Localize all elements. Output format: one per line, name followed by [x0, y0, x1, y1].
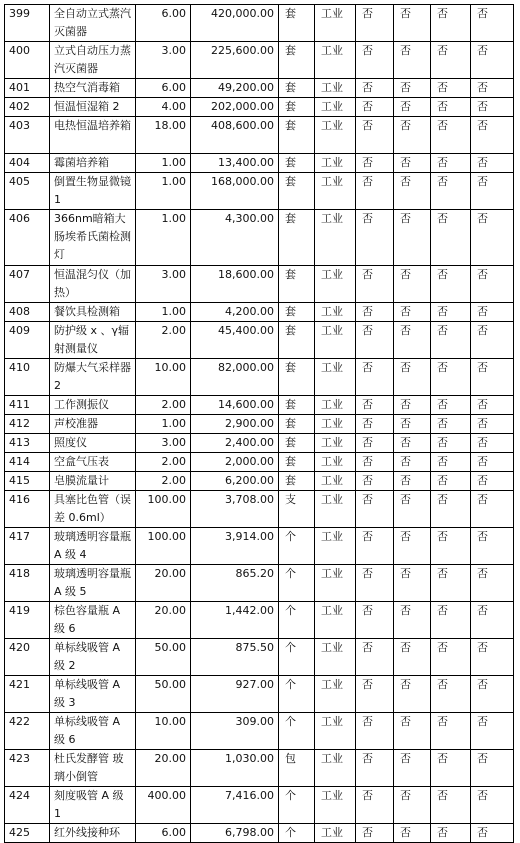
- flag-1: 否: [356, 824, 394, 843]
- item-name: 皂膜流量计: [50, 472, 136, 491]
- flag-1: 否: [356, 602, 394, 639]
- unit: 套: [279, 154, 315, 173]
- table-row: [5, 491, 514, 528]
- row-number: 411: [5, 396, 50, 415]
- flag-2: 否: [394, 322, 431, 359]
- amount: 202,000.00: [191, 98, 279, 117]
- flag-4: 否: [471, 824, 514, 843]
- flag-2: 否: [394, 98, 431, 117]
- flag-4: 否: [471, 528, 514, 565]
- flag-3: 否: [431, 453, 471, 472]
- unit: 套: [279, 415, 315, 434]
- flag-3: 否: [431, 396, 471, 415]
- flag-2: 否: [394, 434, 431, 453]
- flag-3: 否: [431, 639, 471, 676]
- unit: 套: [279, 210, 315, 266]
- table-row: [5, 415, 514, 434]
- amount: 49,200.00: [191, 79, 279, 98]
- unit: 套: [279, 79, 315, 98]
- quantity: 3.00: [136, 266, 191, 303]
- quantity: 50.00: [136, 676, 191, 713]
- flag-3: 否: [431, 602, 471, 639]
- unit: 支: [279, 491, 315, 528]
- flag-3: 否: [431, 528, 471, 565]
- item-name: 红外线接种环: [50, 824, 136, 843]
- quantity: 2.00: [136, 453, 191, 472]
- amount: 420,000.00: [191, 5, 279, 42]
- item-name: 防护级 x 、γ辐射测量仪: [50, 322, 136, 359]
- flag-2: 否: [394, 303, 431, 322]
- flag-1: 否: [356, 453, 394, 472]
- table-row: [5, 117, 514, 154]
- table-row: [5, 787, 514, 824]
- item-name: 餐饮具检测箱: [50, 303, 136, 322]
- category: 工业: [315, 787, 356, 824]
- category: 工业: [315, 173, 356, 210]
- item-name: 防爆大气采样器 2: [50, 359, 136, 396]
- flag-3: 否: [431, 117, 471, 154]
- flag-4: 否: [471, 42, 514, 79]
- amount: 82,000.00: [191, 359, 279, 396]
- table-row: [5, 434, 514, 453]
- category: 工业: [315, 528, 356, 565]
- flag-1: 否: [356, 210, 394, 266]
- flag-4: 否: [471, 359, 514, 396]
- quantity: 100.00: [136, 528, 191, 565]
- flag-4: 否: [471, 787, 514, 824]
- item-name: 霉菌培养箱: [50, 154, 136, 173]
- item-name: 单标线吸管 A 级 2: [50, 639, 136, 676]
- flag-2: 否: [394, 602, 431, 639]
- item-name: 电热恒温培养箱: [50, 117, 136, 154]
- flag-1: 否: [356, 491, 394, 528]
- flag-1: 否: [356, 676, 394, 713]
- quantity: 20.00: [136, 565, 191, 602]
- unit: 套: [279, 173, 315, 210]
- flag-2: 否: [394, 676, 431, 713]
- table-row: [5, 303, 514, 322]
- unit: 套: [279, 5, 315, 42]
- category: 工业: [315, 79, 356, 98]
- equipment-table: [4, 4, 514, 843]
- flag-4: 否: [471, 266, 514, 303]
- category: 工业: [315, 639, 356, 676]
- item-name: 立式自动压力蒸汽灭菌器: [50, 42, 136, 79]
- flag-1: 否: [356, 787, 394, 824]
- quantity: 2.00: [136, 472, 191, 491]
- amount: 408,600.00: [191, 117, 279, 154]
- flag-3: 否: [431, 5, 471, 42]
- category: 工业: [315, 396, 356, 415]
- flag-2: 否: [394, 491, 431, 528]
- flag-4: 否: [471, 602, 514, 639]
- item-name: 单标线吸管 A 级 3: [50, 676, 136, 713]
- row-number: 410: [5, 359, 50, 396]
- table-row: [5, 602, 514, 639]
- flag-4: 否: [471, 173, 514, 210]
- unit: 个: [279, 676, 315, 713]
- unit: 包: [279, 750, 315, 787]
- amount: 4,300.00: [191, 210, 279, 266]
- flag-4: 否: [471, 750, 514, 787]
- flag-3: 否: [431, 713, 471, 750]
- flag-4: 否: [471, 491, 514, 528]
- table-row: [5, 154, 514, 173]
- row-number: 423: [5, 750, 50, 787]
- quantity: 10.00: [136, 359, 191, 396]
- table-row: [5, 98, 514, 117]
- table-row: [5, 472, 514, 491]
- row-number: 417: [5, 528, 50, 565]
- quantity: 1.00: [136, 303, 191, 322]
- category: 工业: [315, 565, 356, 602]
- quantity: 6.00: [136, 79, 191, 98]
- flag-2: 否: [394, 210, 431, 266]
- flag-4: 否: [471, 676, 514, 713]
- category: 工业: [315, 322, 356, 359]
- flag-3: 否: [431, 415, 471, 434]
- flag-3: 否: [431, 173, 471, 210]
- row-number: 405: [5, 173, 50, 210]
- flag-1: 否: [356, 472, 394, 491]
- flag-4: 否: [471, 210, 514, 266]
- amount: 6,200.00: [191, 472, 279, 491]
- amount: 309.00: [191, 713, 279, 750]
- flag-1: 否: [356, 98, 394, 117]
- flag-3: 否: [431, 79, 471, 98]
- item-name: 照度仪: [50, 434, 136, 453]
- table-row: [5, 824, 514, 843]
- quantity: 10.00: [136, 713, 191, 750]
- flag-1: 否: [356, 434, 394, 453]
- flag-3: 否: [431, 98, 471, 117]
- flag-3: 否: [431, 42, 471, 79]
- flag-3: 否: [431, 787, 471, 824]
- table-row: [5, 396, 514, 415]
- row-number: 406: [5, 210, 50, 266]
- unit: 套: [279, 453, 315, 472]
- flag-4: 否: [471, 322, 514, 359]
- category: 工业: [315, 303, 356, 322]
- unit: 个: [279, 602, 315, 639]
- amount: 2,900.00: [191, 415, 279, 434]
- flag-1: 否: [356, 639, 394, 676]
- category: 工业: [315, 434, 356, 453]
- category: 工业: [315, 5, 356, 42]
- category: 工业: [315, 359, 356, 396]
- flag-2: 否: [394, 824, 431, 843]
- quantity: 3.00: [136, 42, 191, 79]
- row-number: 408: [5, 303, 50, 322]
- flag-2: 否: [394, 154, 431, 173]
- unit: 套: [279, 359, 315, 396]
- flag-4: 否: [471, 98, 514, 117]
- unit: 套: [279, 117, 315, 154]
- row-number: 399: [5, 5, 50, 42]
- flag-1: 否: [356, 528, 394, 565]
- category: 工业: [315, 602, 356, 639]
- item-name: 杜氏发酵管 玻璃小倒管: [50, 750, 136, 787]
- quantity: 2.00: [136, 322, 191, 359]
- unit: 个: [279, 824, 315, 843]
- table-row: [5, 453, 514, 472]
- amount: 3,708.00: [191, 491, 279, 528]
- unit: 套: [279, 396, 315, 415]
- flag-4: 否: [471, 639, 514, 676]
- flag-4: 否: [471, 415, 514, 434]
- quantity: 50.00: [136, 639, 191, 676]
- table-row: [5, 42, 514, 79]
- flag-2: 否: [394, 565, 431, 602]
- flag-1: 否: [356, 266, 394, 303]
- row-number: 425: [5, 824, 50, 843]
- flag-4: 否: [471, 5, 514, 42]
- flag-2: 否: [394, 266, 431, 303]
- quantity: 100.00: [136, 491, 191, 528]
- flag-4: 否: [471, 472, 514, 491]
- quantity: 1.00: [136, 154, 191, 173]
- unit: 套: [279, 98, 315, 117]
- row-number: 403: [5, 117, 50, 154]
- flag-2: 否: [394, 787, 431, 824]
- item-name: 空盒气压表: [50, 453, 136, 472]
- flag-4: 否: [471, 713, 514, 750]
- flag-1: 否: [356, 565, 394, 602]
- amount: 1,442.00: [191, 602, 279, 639]
- unit: 套: [279, 42, 315, 79]
- row-number: 416: [5, 491, 50, 528]
- table-row: [5, 528, 514, 565]
- flag-1: 否: [356, 303, 394, 322]
- row-number: 419: [5, 602, 50, 639]
- flag-3: 否: [431, 359, 471, 396]
- unit: 个: [279, 565, 315, 602]
- unit: 套: [279, 472, 315, 491]
- flag-3: 否: [431, 472, 471, 491]
- category: 工业: [315, 491, 356, 528]
- flag-4: 否: [471, 434, 514, 453]
- row-number: 418: [5, 565, 50, 602]
- amount: 7,416.00: [191, 787, 279, 824]
- table-row: [5, 173, 514, 210]
- row-number: 414: [5, 453, 50, 472]
- flag-3: 否: [431, 750, 471, 787]
- quantity: 1.00: [136, 415, 191, 434]
- quantity: 400.00: [136, 787, 191, 824]
- flag-3: 否: [431, 676, 471, 713]
- flag-4: 否: [471, 154, 514, 173]
- flag-2: 否: [394, 415, 431, 434]
- table-row: [5, 266, 514, 303]
- flag-3: 否: [431, 824, 471, 843]
- quantity: 20.00: [136, 750, 191, 787]
- amount: 4,200.00: [191, 303, 279, 322]
- quantity: 6.00: [136, 5, 191, 42]
- table-row: [5, 565, 514, 602]
- flag-4: 否: [471, 565, 514, 602]
- row-number: 424: [5, 787, 50, 824]
- quantity: 18.00: [136, 117, 191, 154]
- category: 工业: [315, 42, 356, 79]
- table-row: [5, 79, 514, 98]
- amount: 875.50: [191, 639, 279, 676]
- flag-3: 否: [431, 434, 471, 453]
- table-body: [5, 5, 514, 843]
- flag-3: 否: [431, 266, 471, 303]
- table-row: [5, 639, 514, 676]
- flag-4: 否: [471, 117, 514, 154]
- flag-3: 否: [431, 210, 471, 266]
- item-name: 倒置生物显微镜 1: [50, 173, 136, 210]
- category: 工业: [315, 676, 356, 713]
- quantity: 1.00: [136, 210, 191, 266]
- flag-3: 否: [431, 154, 471, 173]
- flag-1: 否: [356, 79, 394, 98]
- item-name: 具塞比色管（误差 0.6ml）: [50, 491, 136, 528]
- row-number: 401: [5, 79, 50, 98]
- flag-2: 否: [394, 472, 431, 491]
- row-number: 412: [5, 415, 50, 434]
- category: 工业: [315, 210, 356, 266]
- category: 工业: [315, 415, 356, 434]
- flag-2: 否: [394, 42, 431, 79]
- row-number: 409: [5, 322, 50, 359]
- flag-1: 否: [356, 750, 394, 787]
- category: 工业: [315, 154, 356, 173]
- flag-4: 否: [471, 396, 514, 415]
- amount: 168,000.00: [191, 173, 279, 210]
- flag-1: 否: [356, 713, 394, 750]
- flag-1: 否: [356, 359, 394, 396]
- flag-1: 否: [356, 42, 394, 79]
- flag-2: 否: [394, 117, 431, 154]
- row-number: 420: [5, 639, 50, 676]
- item-name: 单标线吸管 A 级 6: [50, 713, 136, 750]
- item-name: 热空气消毒箱: [50, 79, 136, 98]
- unit: 套: [279, 434, 315, 453]
- quantity: 1.00: [136, 173, 191, 210]
- flag-4: 否: [471, 453, 514, 472]
- flag-1: 否: [356, 396, 394, 415]
- flag-2: 否: [394, 359, 431, 396]
- row-number: 400: [5, 42, 50, 79]
- row-number: 413: [5, 434, 50, 453]
- quantity: 4.00: [136, 98, 191, 117]
- flag-4: 否: [471, 303, 514, 322]
- item-name: 声校准器: [50, 415, 136, 434]
- category: 工业: [315, 98, 356, 117]
- amount: 45,400.00: [191, 322, 279, 359]
- item-name: 恒温混匀仪（加热）: [50, 266, 136, 303]
- quantity: 3.00: [136, 434, 191, 453]
- flag-2: 否: [394, 396, 431, 415]
- row-number: 407: [5, 266, 50, 303]
- category: 工业: [315, 472, 356, 491]
- category: 工业: [315, 824, 356, 843]
- amount: 865.20: [191, 565, 279, 602]
- amount: 6,798.00: [191, 824, 279, 843]
- unit: 个: [279, 639, 315, 676]
- unit: 套: [279, 266, 315, 303]
- amount: 2,400.00: [191, 434, 279, 453]
- category: 工业: [315, 750, 356, 787]
- item-name: 刻度吸管 A 级 1: [50, 787, 136, 824]
- category: 工业: [315, 266, 356, 303]
- flag-2: 否: [394, 79, 431, 98]
- item-name: 工作测振仪: [50, 396, 136, 415]
- flag-3: 否: [431, 303, 471, 322]
- table-row: [5, 359, 514, 396]
- amount: 13,400.00: [191, 154, 279, 173]
- amount: 18,600.00: [191, 266, 279, 303]
- flag-1: 否: [356, 415, 394, 434]
- unit: 个: [279, 787, 315, 824]
- flag-2: 否: [394, 453, 431, 472]
- flag-1: 否: [356, 5, 394, 42]
- flag-2: 否: [394, 173, 431, 210]
- item-name: 玻璃透明容量瓶 A 级 5: [50, 565, 136, 602]
- flag-3: 否: [431, 322, 471, 359]
- row-number: 402: [5, 98, 50, 117]
- flag-1: 否: [356, 117, 394, 154]
- flag-3: 否: [431, 491, 471, 528]
- flag-2: 否: [394, 750, 431, 787]
- flag-1: 否: [356, 154, 394, 173]
- item-name: 棕色容量瓶 A 级 6: [50, 602, 136, 639]
- table-row: [5, 713, 514, 750]
- flag-2: 否: [394, 528, 431, 565]
- table-row: [5, 750, 514, 787]
- row-number: 421: [5, 676, 50, 713]
- unit: 个: [279, 713, 315, 750]
- unit: 套: [279, 303, 315, 322]
- table-row: [5, 5, 514, 42]
- row-number: 422: [5, 713, 50, 750]
- item-name: 366nm暗箱大肠埃希氏菌检测灯: [50, 210, 136, 266]
- amount: 3,914.00: [191, 528, 279, 565]
- quantity: 6.00: [136, 824, 191, 843]
- amount: 225,600.00: [191, 42, 279, 79]
- flag-2: 否: [394, 713, 431, 750]
- amount: 2,000.00: [191, 453, 279, 472]
- category: 工业: [315, 453, 356, 472]
- unit: 套: [279, 322, 315, 359]
- amount: 927.00: [191, 676, 279, 713]
- flag-4: 否: [471, 79, 514, 98]
- flag-3: 否: [431, 565, 471, 602]
- item-name: 恒温恒湿箱 2: [50, 98, 136, 117]
- flag-2: 否: [394, 5, 431, 42]
- table-row: [5, 676, 514, 713]
- quantity: 2.00: [136, 396, 191, 415]
- flag-1: 否: [356, 173, 394, 210]
- quantity: 20.00: [136, 602, 191, 639]
- category: 工业: [315, 713, 356, 750]
- category: 工业: [315, 117, 356, 154]
- table-row: [5, 210, 514, 266]
- row-number: 404: [5, 154, 50, 173]
- item-name: 全自动立式蒸汽灭菌器: [50, 5, 136, 42]
- row-number: 415: [5, 472, 50, 491]
- flag-2: 否: [394, 639, 431, 676]
- amount: 14,600.00: [191, 396, 279, 415]
- unit: 个: [279, 528, 315, 565]
- table-row: [5, 322, 514, 359]
- item-name: 玻璃透明容量瓶 A 级 4: [50, 528, 136, 565]
- flag-1: 否: [356, 322, 394, 359]
- amount: 1,030.00: [191, 750, 279, 787]
